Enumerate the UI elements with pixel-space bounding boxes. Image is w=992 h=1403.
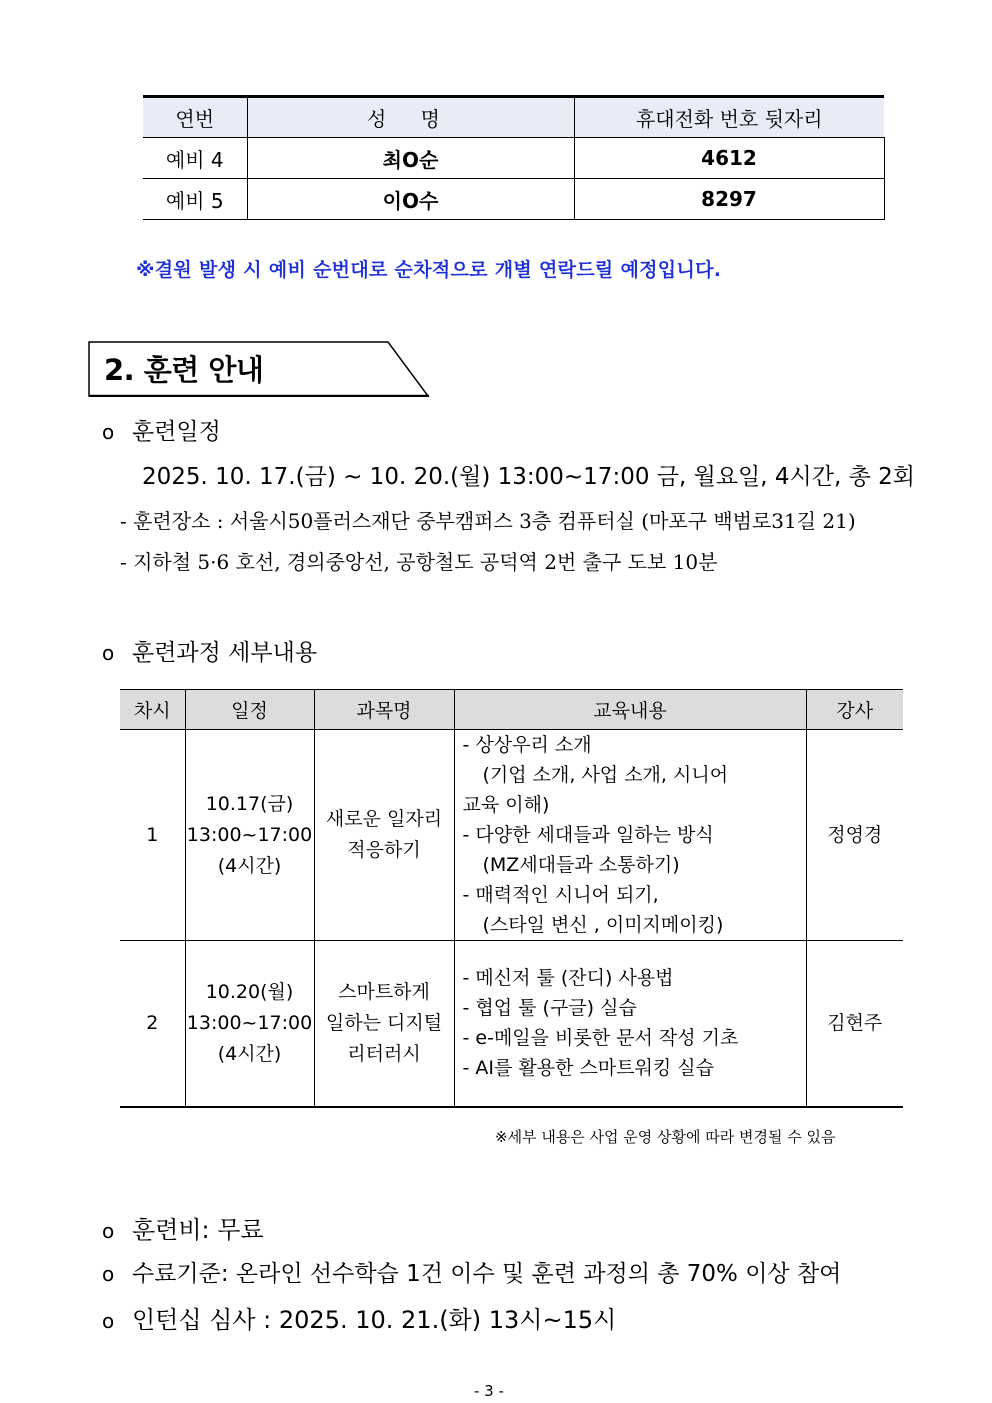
schedule-transit: - 지하철 5·6 호선, 경의중앙선, 공항철도 공덕역 2번 출구 도보 10분 [120, 550, 718, 574]
reserve-number: 예비 4 [143, 138, 247, 179]
date-line: 10.17(금) [205, 792, 294, 815]
time-line: 13:00~17:00 [186, 1011, 313, 1034]
bullet-icon: o [102, 1309, 115, 1333]
subject-line: 스마트하게 [338, 980, 430, 1003]
completion-text: 수료기준: 온라인 선수학습 1건 이수 및 훈련 과정의 총 70% 이상 참여 [132, 1261, 842, 1287]
bullet-icon: o [102, 420, 115, 444]
content-line: - 메신저 툴 (잔디) 사용법 [462, 967, 674, 990]
content-line: - 매력적인 시니어 되기, [462, 884, 659, 906]
bullet-icon: o [102, 1219, 115, 1243]
course-heading-text: 훈련과정 세부내용 [132, 640, 318, 666]
fee-line [102, 1210, 264, 1245]
completion-line [102, 1255, 841, 1288]
content-line: - 다양한 세대들과 일하는 방식 [462, 824, 714, 846]
schedule-dates: 2025. 10. 17.(금) ~ 10. 20.(월) 13:00~17:00 금, 월요일, 4시간, 총 2회 [142, 464, 915, 490]
session-instructor: 김현주 [806, 941, 903, 1107]
table-row [120, 730, 903, 941]
reserve-phone: 4612 [574, 138, 884, 179]
content-line: - 상상우리 소개 [462, 734, 592, 756]
date-line: 10.20(월) [205, 980, 294, 1003]
course-heading [102, 634, 317, 667]
reserve-note: ※결원 발생 시 예비 순번대로 순차적으로 개별 연락드릴 예정입니다. [136, 259, 722, 281]
schedule-heading [102, 413, 221, 446]
header-number: 연번 [143, 97, 247, 138]
subject-line: 일하는 디지털 [325, 1011, 443, 1034]
header-subject: 과목명 [314, 690, 454, 730]
header-date: 일정 [185, 690, 314, 730]
table-row [120, 941, 903, 1107]
session-content [454, 941, 806, 1107]
header-phone: 휴대전화 번호 뒷자리 [574, 97, 884, 138]
reserve-name: 최O순 [247, 138, 574, 179]
page-number: - 3 - [474, 1382, 504, 1400]
reserve-phone: 8297 [574, 179, 884, 220]
header-instructor: 강사 [806, 690, 903, 730]
reserve-number: 예비 5 [143, 179, 247, 220]
content-line: 교육 이해) [462, 794, 550, 816]
course-header-row [120, 690, 903, 730]
header-session: 차시 [120, 690, 185, 730]
schedule-heading-text: 훈련일정 [132, 419, 221, 445]
content-line: (MZ세대들과 소통하기) [482, 854, 680, 876]
reserve-header-row [143, 97, 884, 138]
session-date [185, 941, 314, 1107]
reserve-table [143, 95, 885, 220]
section-title: 2. 훈련 안내 [104, 353, 264, 387]
bullet-icon: o [102, 641, 115, 665]
fee-text: 훈련비: 무료 [132, 1216, 264, 1244]
content-line: (기업 소개, 사업 소개, 시니어 [482, 764, 729, 786]
subject-line: 적응하기 [347, 839, 421, 861]
subject-line: 새로운 일자리 [325, 808, 443, 830]
session-subject [314, 941, 454, 1107]
internship-text: 인턴십 심사 : 2025. 10. 21.(화) 13시~15시 [132, 1306, 617, 1334]
time-line: 13:00~17:00 [186, 823, 313, 846]
reserve-name: 이O수 [247, 179, 574, 220]
content-line: - 협업 툴 (구글) 실습 [462, 997, 637, 1020]
content-line: (스타일 변신 , 이미지메이킹) [482, 914, 724, 936]
header-name: 성 명 [247, 97, 574, 138]
header-content: 교육내용 [454, 690, 806, 730]
session-number: 1 [120, 730, 185, 941]
content-line: - e-메일을 비롯한 문서 작성 기초 [462, 1027, 739, 1050]
session-date [185, 730, 314, 941]
subject-line: 리터러시 [347, 1042, 421, 1065]
duration-line: (4시간) [217, 1042, 282, 1065]
session-content [454, 730, 806, 941]
course-note: ※세부 내용은 사업 운영 상황에 따라 변경될 수 있음 [495, 1128, 836, 1146]
duration-line: (4시간) [217, 854, 282, 877]
course-table [120, 689, 903, 1108]
schedule-place: - 훈련장소 : 서울시50플러스재단 중부캠퍼스 3층 컴퓨터실 (마포구 백범로31길 21) [120, 509, 856, 533]
table-row [143, 179, 884, 220]
table-row [143, 138, 884, 179]
bullet-icon: o [102, 1262, 115, 1286]
session-instructor: 정영경 [806, 730, 903, 941]
content-line: - AI를 활용한 스마트워킹 실습 [462, 1057, 715, 1080]
internship-line [102, 1300, 616, 1335]
session-subject [314, 730, 454, 941]
session-number: 2 [120, 941, 185, 1107]
